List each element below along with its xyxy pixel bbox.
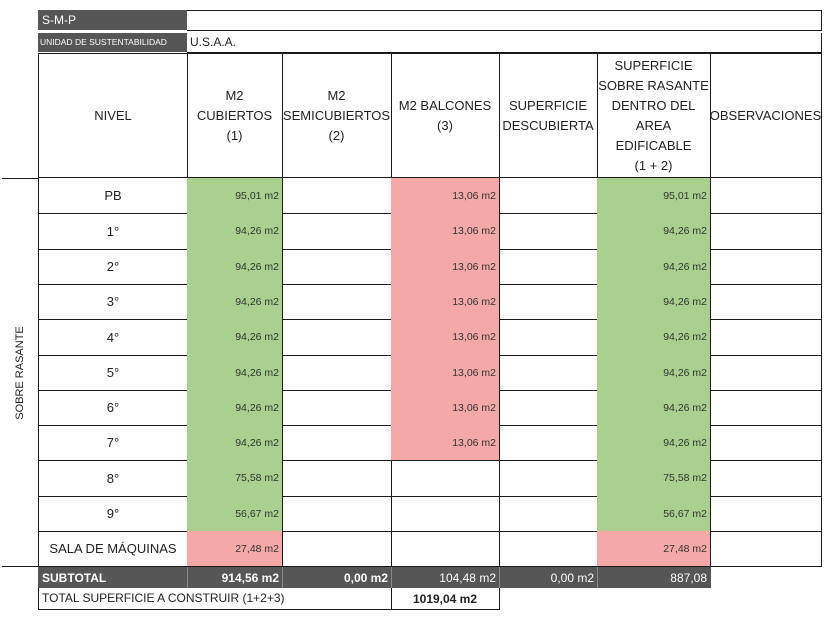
cell-balcones (391, 355, 500, 391)
cell-observaciones (710, 531, 822, 567)
cell-sobre (597, 425, 711, 461)
cell-cubiertos (187, 178, 283, 214)
cell-descubierta (499, 284, 598, 320)
cell-observaciones (710, 284, 822, 320)
cell-nivel (38, 390, 188, 426)
cell-cubiertos (187, 284, 283, 320)
cell-descubierta (499, 496, 598, 532)
cell-observaciones (710, 355, 822, 391)
subtotal-cubiertos-text: 914,56 m2 (221, 570, 279, 585)
cell-balcones-text: 13,06 m2 (452, 225, 496, 237)
header-semicubiertos (282, 53, 392, 178)
cell-sobre-text: 94,26 m2 (663, 366, 707, 379)
cell-nivel (38, 355, 188, 391)
header-nivel-text: NIVEL (94, 107, 132, 123)
cell-cubiertos-text: 75,58 m2 (235, 472, 279, 484)
cell-sobre-text: 94,26 m2 (663, 260, 707, 273)
cell-descubierta (499, 213, 598, 250)
cell-sobre-text: 27,48 m2 (663, 542, 707, 555)
cell-nivel-text: 8° (106, 470, 120, 486)
cell-semicubiertos (282, 178, 392, 214)
cell-sobre-text: 75,58 m2 (663, 472, 707, 484)
cell-sobre-text: 94,26 m2 (663, 401, 707, 414)
subtotal-balcones-text: 104,48 m2 (439, 570, 496, 585)
cell-cubiertos-text: 56,67 m2 (235, 507, 279, 520)
cell-observaciones (710, 496, 822, 532)
unidad-label-cell (38, 33, 187, 52)
subtotal-cubiertos (187, 567, 283, 588)
cell-cubiertos-text: 94,26 m2 (235, 366, 279, 379)
cell-sobre-text: 95,01 m2 (663, 189, 707, 202)
subtotal-semicubiertos (282, 567, 392, 588)
cell-descubierta (499, 178, 598, 214)
cell-semicubiertos (282, 284, 392, 320)
cell-nivel (38, 284, 188, 320)
unidad-value: U.S.A.A. (190, 35, 237, 49)
cell-nivel (38, 496, 188, 532)
header-nivel (38, 53, 188, 178)
cell-balcones-text: 13,06 m2 (452, 189, 496, 202)
cell-balcones (391, 284, 500, 320)
header-cubiertos (187, 53, 283, 178)
cell-sobre-text: 94,26 m2 (663, 295, 707, 308)
total-value: 1019,04 m2 (412, 591, 478, 606)
cell-semicubiertos (282, 355, 392, 391)
cell-cubiertos (187, 460, 283, 497)
cell-sobre (597, 213, 711, 250)
cell-observaciones (710, 249, 822, 285)
header-descubierta (499, 53, 598, 178)
cell-cubiertos (187, 213, 283, 250)
cell-descubierta (499, 531, 598, 567)
cell-nivel-text: 9° (106, 506, 120, 521)
cell-observaciones (710, 213, 822, 250)
cell-cubiertos-text: 27,48 m2 (235, 542, 279, 555)
cell-semicubiertos (282, 390, 392, 426)
total-label: TOTAL SUPERFICIE A CONSTRUIR (1+2+3) (42, 591, 285, 605)
subtotal-sobre-text: 887,08 (670, 570, 707, 585)
cell-balcones (391, 531, 500, 567)
subtotal-balcones (391, 567, 500, 588)
cell-nivel-text: 4° (106, 329, 120, 345)
cell-balcones-text: 13,06 m2 (452, 331, 496, 343)
cell-sobre (597, 355, 711, 391)
total-value-cell (391, 588, 500, 610)
cell-descubierta (499, 355, 598, 391)
unidad-value-cell (187, 33, 822, 53)
cell-descubierta (499, 425, 598, 461)
cell-sobre (597, 531, 711, 567)
cell-nivel (38, 178, 188, 214)
cell-nivel-text: 3° (106, 294, 120, 309)
cell-balcones (391, 178, 500, 214)
side-label-sobre-rasante: SOBRE RASANTE (14, 325, 26, 420)
header-observaciones-text: OBSERVACIONES (709, 107, 822, 123)
cell-cubiertos-text: 94,26 m2 (235, 260, 279, 273)
cell-balcones (391, 319, 500, 356)
smp-value-cell (187, 10, 822, 31)
cell-semicubiertos (282, 531, 392, 567)
cell-semicubiertos (282, 496, 392, 532)
cell-cubiertos (187, 355, 283, 391)
cell-balcones (391, 390, 500, 426)
header-sobre-rasante-text: SUPERFICIE SOBRE RASANTE DENTRO DEL AREA EDIFICABLE (1 + 2) (598, 57, 709, 173)
cell-observaciones (710, 390, 822, 426)
cell-nivel (38, 425, 188, 461)
cell-semicubiertos (282, 249, 392, 285)
cell-descubierta (499, 390, 598, 426)
cell-nivel-text: PB (104, 188, 122, 203)
cell-observaciones (710, 178, 822, 214)
cell-nivel-text: 7° (106, 435, 120, 450)
cell-descubierta (499, 460, 598, 497)
smp-label: S-M-P (42, 13, 76, 27)
header-balcones (391, 53, 500, 178)
cell-nivel-text: 2° (106, 259, 120, 274)
cell-semicubiertos (282, 213, 392, 250)
cell-nivel-text: 5° (106, 365, 120, 380)
cell-nivel-text: SALA DE MÁQUINAS (49, 541, 177, 556)
cell-semicubiertos (282, 460, 392, 497)
cell-observaciones (710, 460, 822, 497)
cell-balcones (391, 460, 500, 497)
subtotal-sobre (597, 567, 711, 588)
cell-nivel (38, 460, 188, 497)
cell-nivel-text: 1° (106, 223, 120, 239)
side-bracket-bottom (2, 566, 38, 567)
cell-sobre (597, 249, 711, 285)
cell-sobre-text: 94,26 m2 (663, 225, 707, 237)
subtotal-label-text: SUBTOTAL (42, 570, 107, 585)
cell-cubiertos-text: 94,26 m2 (235, 436, 279, 449)
header-cubiertos-text: M2 CUBIERTOS (1) (196, 87, 273, 143)
subtotal-semicubiertos-text: 0,00 m2 (343, 570, 388, 585)
cell-cubiertos (187, 319, 283, 356)
cell-descubierta (499, 319, 598, 356)
cell-sobre-text: 94,26 m2 (663, 436, 707, 449)
cell-sobre (597, 319, 711, 356)
side-label-cell (2, 179, 38, 566)
header-semicubiertos-text: M2 SEMICUBIERTOS (2) (282, 87, 391, 143)
header-balcones-text: M2 BALCONES (3) (398, 97, 492, 133)
cell-balcones-text: 13,06 m2 (452, 436, 496, 449)
smp-label-cell (38, 10, 187, 30)
cell-sobre (597, 496, 711, 532)
cell-semicubiertos (282, 319, 392, 356)
cell-observaciones (710, 425, 822, 461)
cell-sobre (597, 284, 711, 320)
cell-descubierta (499, 249, 598, 285)
cell-balcones (391, 496, 500, 532)
cell-observaciones (710, 319, 822, 356)
cell-balcones-text: 13,06 m2 (452, 366, 496, 379)
cell-cubiertos-text: 94,26 m2 (235, 295, 279, 308)
cell-nivel (38, 249, 188, 285)
subtotal-descubierta-text: 0,00 m2 (550, 570, 594, 585)
cell-nivel-text: 6° (106, 400, 120, 415)
cell-cubiertos (187, 531, 283, 567)
unidad-label: UNIDAD DE SUSTENTABILIDAD (40, 37, 167, 47)
cell-cubiertos-text: 94,26 m2 (235, 331, 279, 343)
cell-balcones (391, 249, 500, 285)
cell-balcones-text: 13,06 m2 (452, 260, 496, 273)
cell-nivel (38, 319, 188, 356)
cell-balcones (391, 425, 500, 461)
subtotal-descubierta (499, 567, 598, 588)
cell-sobre-text: 56,67 m2 (663, 507, 707, 520)
cell-cubiertos-text: 95,01 m2 (235, 189, 279, 202)
cell-cubiertos (187, 249, 283, 285)
cell-nivel (38, 213, 188, 250)
cell-nivel (38, 531, 188, 567)
cell-balcones (391, 213, 500, 250)
header-observaciones (710, 53, 822, 178)
cell-cubiertos (187, 390, 283, 426)
cell-semicubiertos (282, 425, 392, 461)
cell-balcones-text: 13,06 m2 (452, 401, 496, 414)
cell-cubiertos (187, 425, 283, 461)
cell-sobre (597, 390, 711, 426)
cell-sobre (597, 460, 711, 497)
cell-cubiertos-text: 94,26 m2 (235, 225, 279, 237)
cell-sobre (597, 178, 711, 214)
header-descubierta-text: SUPERFICIE DESCUBIERTA (502, 97, 594, 133)
total-label-cell (38, 588, 392, 610)
header-sobre-rasante (597, 53, 711, 178)
cell-sobre-text: 94,26 m2 (663, 331, 707, 343)
cell-balcones-text: 13,06 m2 (452, 295, 496, 308)
cell-cubiertos-text: 94,26 m2 (235, 401, 279, 414)
cell-cubiertos (187, 496, 283, 532)
subtotal-label (38, 567, 188, 588)
